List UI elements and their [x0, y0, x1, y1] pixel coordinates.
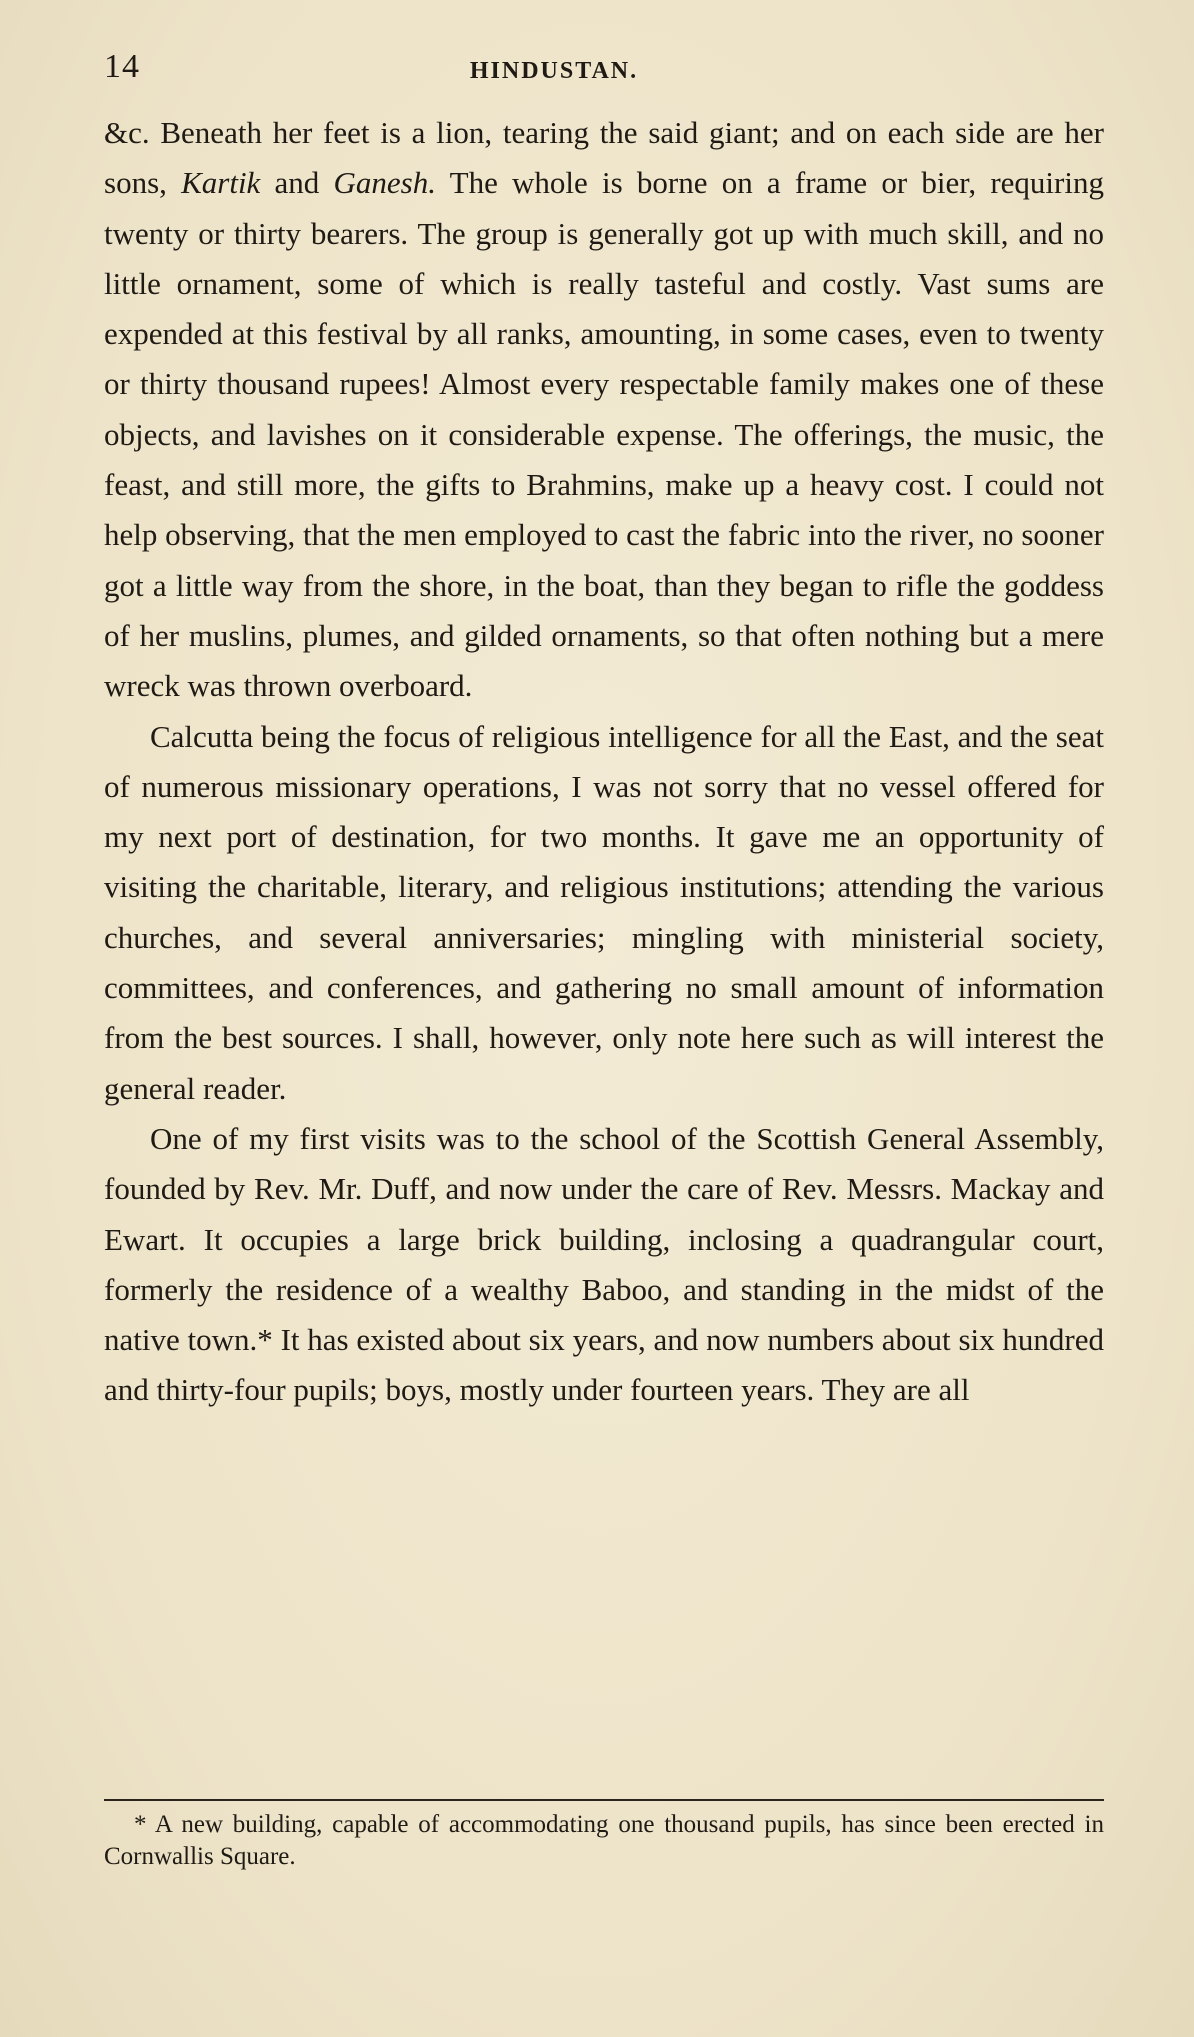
footnote-reference: * [257, 1322, 273, 1358]
footnote [104, 1809, 1104, 1873]
footnote-marker: * [134, 1811, 147, 1838]
paragraph [104, 1114, 1104, 1416]
paragraph-text: Calcutta being the focus of religious intelligence for all the East, and the seat of numerous missionary operations, I was not sorry that no vessel offered for my next port of destination, for two months. It gave me an opportunity of visiting the charitable, literary, and religious institutions; attending the various churches, and several anniversaries; mingling with ministerial society, committees, and conferences, and gathering no small amount of information from the best sources. I shall, however, only note here such as will interest the general reader. [104, 718, 1104, 1106]
italic-name: Kartik [181, 165, 261, 201]
footnote-rule [104, 1799, 1104, 1801]
paragraph-continuation [104, 108, 1104, 712]
body-text [104, 108, 1104, 1416]
paragraph [104, 712, 1104, 1114]
paragraph-text: The whole is borne on a frame or bier, requiring twenty or thirty bearers. The group is generally got up with much skill, and no little ornament, some of which is really tasteful and costly. Vast sums are expended at this festival by all ranks, amounting, in some cases, even to twenty or thirty thousand rupees! Almost every respectable family makes one of these objects, and lavishes on it considerable expense. The offerings, the music, the feast, and still more, the gifts to Brahmins, make up a heavy cost. I could not help observing, that the men employed to cast the fabric into the river, no sooner got a little way from the shore, in the boat, than they began to rifle the goddess of her muslins, plumes, and gilded ornaments, so that often nothing but a mere wreck was thrown overboard. [104, 165, 1104, 704]
paragraph-text: It has existed about six years, and now numbers about six hundred and thirty-four pupils; boys, mostly under fourteen years. They are all [104, 1322, 1104, 1408]
running-title: HINDUSTAN. [469, 58, 639, 84]
running-head [104, 48, 1104, 98]
paragraph-text: and [260, 165, 334, 201]
italic-name: Ganesh. [333, 165, 436, 201]
paragraph-text: &c. Beneath her feet is a lion, tearing the said giant; and on each side are her sons, [104, 115, 1104, 201]
paragraph-text: One of my first visits was to the school of the Scottish General Assembly, founded by Rev. Mr. Duff, and now under the care of Rev. Messrs. Mackay and Ewart. It occupies a large brick building, inclosing a quadrangular court, formerly the residence of a wealthy Baboo, and standing in the midst of the native town. [104, 1120, 1104, 1358]
page-number: 14 [104, 48, 140, 85]
footnote-text: A new building, capable of accommodating one thousand pupils, has since been erected in Cornwallis Square. [104, 1811, 1104, 1870]
